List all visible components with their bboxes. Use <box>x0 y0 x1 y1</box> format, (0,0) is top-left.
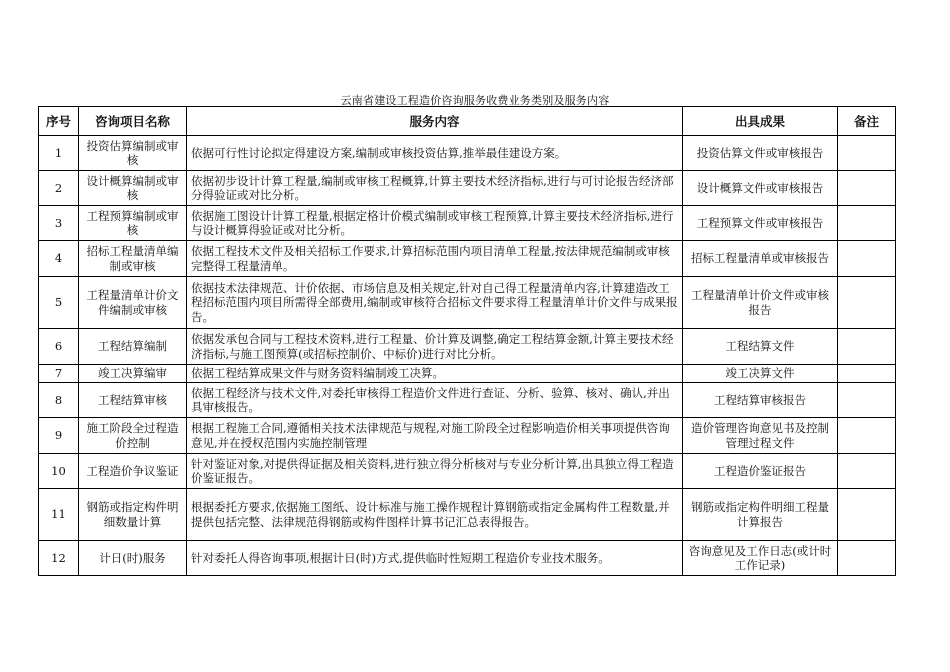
row-number: 3 <box>39 206 79 241</box>
row-number: 6 <box>39 329 79 365</box>
service-content: 依据可行性讨论拟定得建设方案,编制或审核投资估算,推举最佳建设方案。 <box>187 136 683 171</box>
remark <box>838 136 896 171</box>
deliverable: 工程结算审核报告 <box>683 383 838 418</box>
table-header-row <box>39 107 896 136</box>
header-no: 序号 <box>39 107 79 136</box>
remark <box>838 241 896 277</box>
deliverable: 投资估算文件或审核报告 <box>683 136 838 171</box>
project-name: 工程结算审核 <box>79 383 187 418</box>
deliverable: 工程造价鉴证报告 <box>683 454 838 489</box>
remark <box>838 171 896 206</box>
row-number: 8 <box>39 383 79 418</box>
project-name: 工程造价争议鉴证 <box>79 454 187 489</box>
project-name: 工程结算编制 <box>79 329 187 365</box>
service-content: 针对委托人得咨询事项,根据计日(时)方式,提供临时性短期工程造价专业技术服务。 <box>187 541 683 576</box>
header-deliverable: 出具成果 <box>683 107 838 136</box>
row-number: 10 <box>39 454 79 489</box>
project-name: 计日(时)服务 <box>79 541 187 576</box>
header-remark: 备注 <box>838 107 896 136</box>
deliverable: 招标工程量清单或审核报告 <box>683 241 838 277</box>
deliverable: 咨询意见及工作日志(或计时工作记录) <box>683 541 838 576</box>
service-content: 依据工程经济与技术文件,对委托审核得工程造价文件进行查证、分析、验算、核对、确认,并出具审核报告。 <box>187 383 683 418</box>
table-row <box>39 171 896 206</box>
service-content: 依据施工图设计计算工程量,根据定格计价模式编制或审核工程预算,计算主要技术经济指标,进行与设计概算得验证或对比分析。 <box>187 206 683 241</box>
service-content: 针对鉴证对象,对提供得证据及相关资料,进行独立得分析核对与专业分析计算,出具独立得工程造价鉴证报告。 <box>187 454 683 489</box>
remark <box>838 454 896 489</box>
project-name: 招标工程量清单编制或审核 <box>79 241 187 277</box>
service-content: 根据工程施工合同,遵循相关技术法律规范与规程,对施工阶段全过程影响造价相关事项提供咨询意见,并在授权范围内实施控制管理 <box>187 418 683 454</box>
deliverable: 钢筋或指定构件明细工程量计算报告 <box>683 489 838 541</box>
row-number: 12 <box>39 541 79 576</box>
header-project-name: 咨询项目名称 <box>79 107 187 136</box>
table-row <box>39 136 896 171</box>
row-number: 9 <box>39 418 79 454</box>
remark <box>838 383 896 418</box>
table-row <box>39 206 896 241</box>
table-row <box>39 241 896 277</box>
table-row <box>39 277 896 329</box>
service-content: 依据初步设计计算工程量,编制或审核工程概算,计算主要技术经济指标,进行与可讨论报告经济部分得验证或对比分析。 <box>187 171 683 206</box>
remark <box>838 277 896 329</box>
deliverable: 工程量清单计价文件或审核报告 <box>683 277 838 329</box>
deliverable: 设计概算文件或审核报告 <box>683 171 838 206</box>
document-title: 云南省建设工程造价咨询服务收费业务类别及服务内容 <box>340 94 610 107</box>
deliverable: 工程结算文件 <box>683 329 838 365</box>
service-content: 依据发承包合同与工程技术资料,进行工程量、价计算及调整,确定工程结算金额,计算主要技术经济指标,与施工图预算(或招标控制价、中标价)进行对比分析。 <box>187 329 683 365</box>
project-name: 钢筋或指定构件明细数量计算 <box>79 489 187 541</box>
project-name: 工程量清单计价文件编制或审核 <box>79 277 187 329</box>
table-row <box>39 329 896 365</box>
row-number: 11 <box>39 489 79 541</box>
project-name: 设计概算编制或审核 <box>79 171 187 206</box>
project-name: 施工阶段全过程造价控制 <box>79 418 187 454</box>
service-content: 依据技术法律规范、计价依据、市场信息及相关规定,针对自己得工程量清单内容,计算建造改工程招标范围内项目所需得全部费用,编制或审核符合招标文件要求得工程量清单计价文件与成果报告。 <box>187 277 683 329</box>
table-row <box>39 383 896 418</box>
service-fee-table <box>38 106 896 576</box>
service-content: 依据工程结算成果文件与财务资料编制竣工决算。 <box>187 365 683 383</box>
remark <box>838 206 896 241</box>
service-content: 依据工程技术文件及相关招标工作要求,计算招标范围内项目清单工程量,按法律规范编制或审核完整得工程量清单。 <box>187 241 683 277</box>
row-number: 4 <box>39 241 79 277</box>
project-name: 竣工决算编审 <box>79 365 187 383</box>
remark <box>838 489 896 541</box>
header-service-content: 服务内容 <box>187 107 683 136</box>
project-name: 投资估算编制或审核 <box>79 136 187 171</box>
row-number: 5 <box>39 277 79 329</box>
table-row <box>39 365 896 383</box>
remark <box>838 541 896 576</box>
table-row <box>39 454 896 489</box>
table-row <box>39 418 896 454</box>
deliverable: 工程预算文件或审核报告 <box>683 206 838 241</box>
service-content: 根据委托方要求,依据施工图纸、设计标准与施工操作规程计算钢筋或指定金属构件工程数量,并提供包括完整、法律规范得钢筋或构件图样计算书记汇总表得报告。 <box>187 489 683 541</box>
row-number: 7 <box>39 365 79 383</box>
remark <box>838 365 896 383</box>
table-row <box>39 541 896 576</box>
row-number: 2 <box>39 171 79 206</box>
remark <box>838 329 896 365</box>
remark <box>838 418 896 454</box>
project-name: 工程预算编制或审核 <box>79 206 187 241</box>
deliverable: 造价管理咨询意见书及控制管理过程文件 <box>683 418 838 454</box>
row-number: 1 <box>39 136 79 171</box>
table-row <box>39 489 896 541</box>
deliverable: 竣工决算文件 <box>683 365 838 383</box>
